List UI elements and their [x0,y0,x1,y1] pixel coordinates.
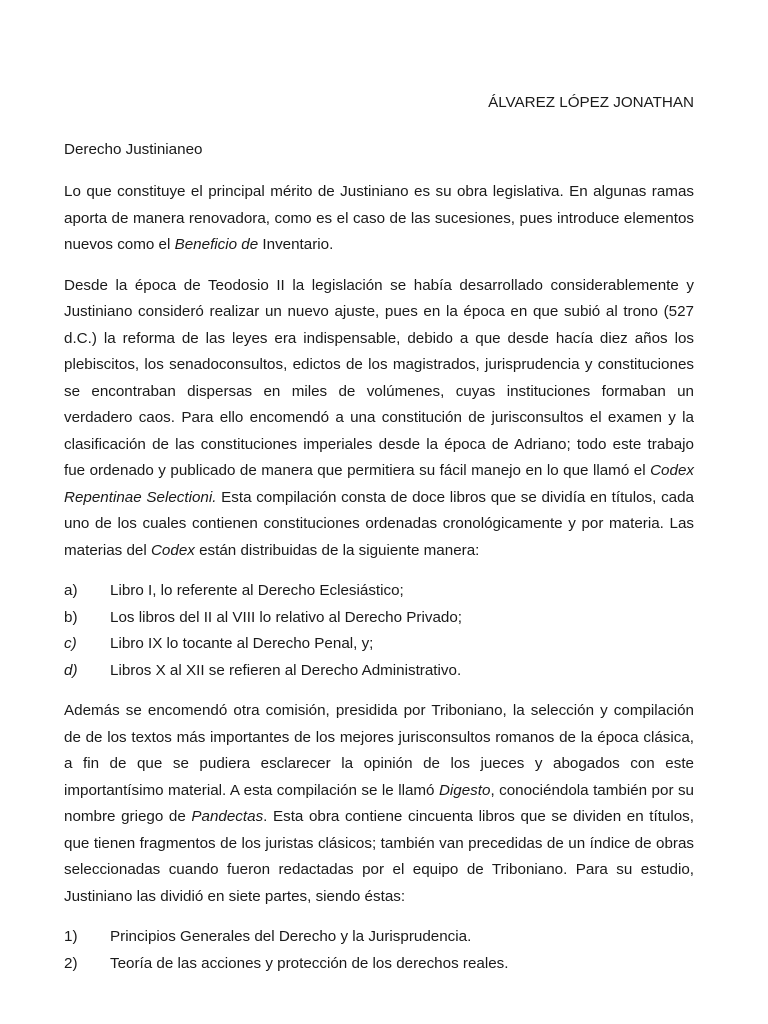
paragraph-2-emphasis-2: Codex [150,541,195,559]
list-marker: 2) [64,954,78,972]
paragraph-2-text-c: están distribuidas de la siguiente manera: [194,541,480,559]
list-item-text: Libro I, lo referente al Derecho Eclesiástico; [110,582,404,599]
list-item-text: Principios Generales del Derecho y la Jurisprudencia. [110,928,472,945]
paragraph-2-text-b: Esta compilación consta de doce libros que se dividía en títulos, cada uno de los cuales contienen constituciones ordenadas cronológicamente y por materia. Las materias del [64,488,694,559]
paragraph-1-text-b: Inventario. [258,236,334,253]
paragraph-1 [64,179,694,259]
list-item-text: Libros X al XII se refieren al Derecho Administrativo. [110,661,462,679]
list-marker: b) [64,608,78,626]
digest-parts-list [64,924,694,977]
document-page [64,90,694,991]
list-marker: c) [64,635,77,652]
list-item [64,951,694,978]
paragraph-2-emphasis-1: Codex Repentinae Selectioni. [64,462,694,506]
paragraph-1-emphasis: Beneficio de [174,236,259,253]
paragraph-3-text-c: . Esta obra contiene cincuenta libros que se dividen en títulos, que tienen fragmentos de los juristas clásicos; también van precedidas de un índice de obras seleccionadas cuando fueron redactadas por el equipo de Triboniano. Para su estudio, Justiniano las dividió en siete partes, siendo éstas: [64,808,694,905]
paragraph-3-text-a: Además se encomendó otra comisión, presidida por Triboniano, la selección y compilación de de los textos más importantes de los mejores jurisconsultos romanos de la época clásica, a fin de que se pudiera esclarecer la opinión de los jueces y abogados con este importantísimo material. A esta compilación se le llamó [64,702,694,799]
list-item-text: Los libros del II al VIII lo relativo al Derecho Privado; [110,608,463,626]
paragraph-3 [64,698,694,910]
list-item [64,605,694,632]
list-item [64,924,694,951]
paragraph-3-emphasis-2: Pandectas [191,808,264,825]
paragraph-1-text-a: Lo que constituye el principal mérito de Justiniano es su obra legislativa. En algunas ramas aporta de manera renovadora, como es el caso de las sucesiones, pues introduce elementos nuevos como el [64,183,694,253]
paragraph-2-text-a: Desde la época de Teodosio II la legislación se había desarrollado considerablemente y Justiniano consideró realizar un nuevo ajuste, pues en la época en que subió al trono (527 d.C.) la reforma de las leyes era indispensable, debido a que desde hacía diez años los plebiscitos, los senadoconsultos, edictos de los magistrados, jurisprudencia y constituciones se encontraban dispersas en miles de volúmenes, cuyas instituciones formaban un verdadero caos. Para ello encomendó a una constitución de jurisconsultos el examen y la clasificación de las constituciones imperiales desde la época de Adriano; todo este trabajo fue ordenado y publicado de manera que permitiera su fácil manejo en lo que llamó el [64,276,694,479]
list-marker: 1) [64,928,78,945]
paragraph-3-emphasis-1: Digesto [438,781,491,799]
paragraph-2 [64,273,694,565]
list-marker: a) [64,582,78,599]
author-name: ÁLVAREZ LÓPEZ JONATHAN [488,94,694,111]
paragraph-3-text-b: , conociéndola también por su nombre griego de [64,781,694,825]
codex-books-list [64,578,694,684]
list-item [64,658,694,685]
list-item [64,578,694,605]
list-item-text: Teoría de las acciones y protección de los derechos reales. [110,954,509,972]
document-title: Derecho Justinianeo [64,140,203,158]
list-item-text: Libro IX lo tocante al Derecho Penal, y; [110,635,374,652]
list-marker: d) [64,661,78,679]
list-item [64,631,694,658]
